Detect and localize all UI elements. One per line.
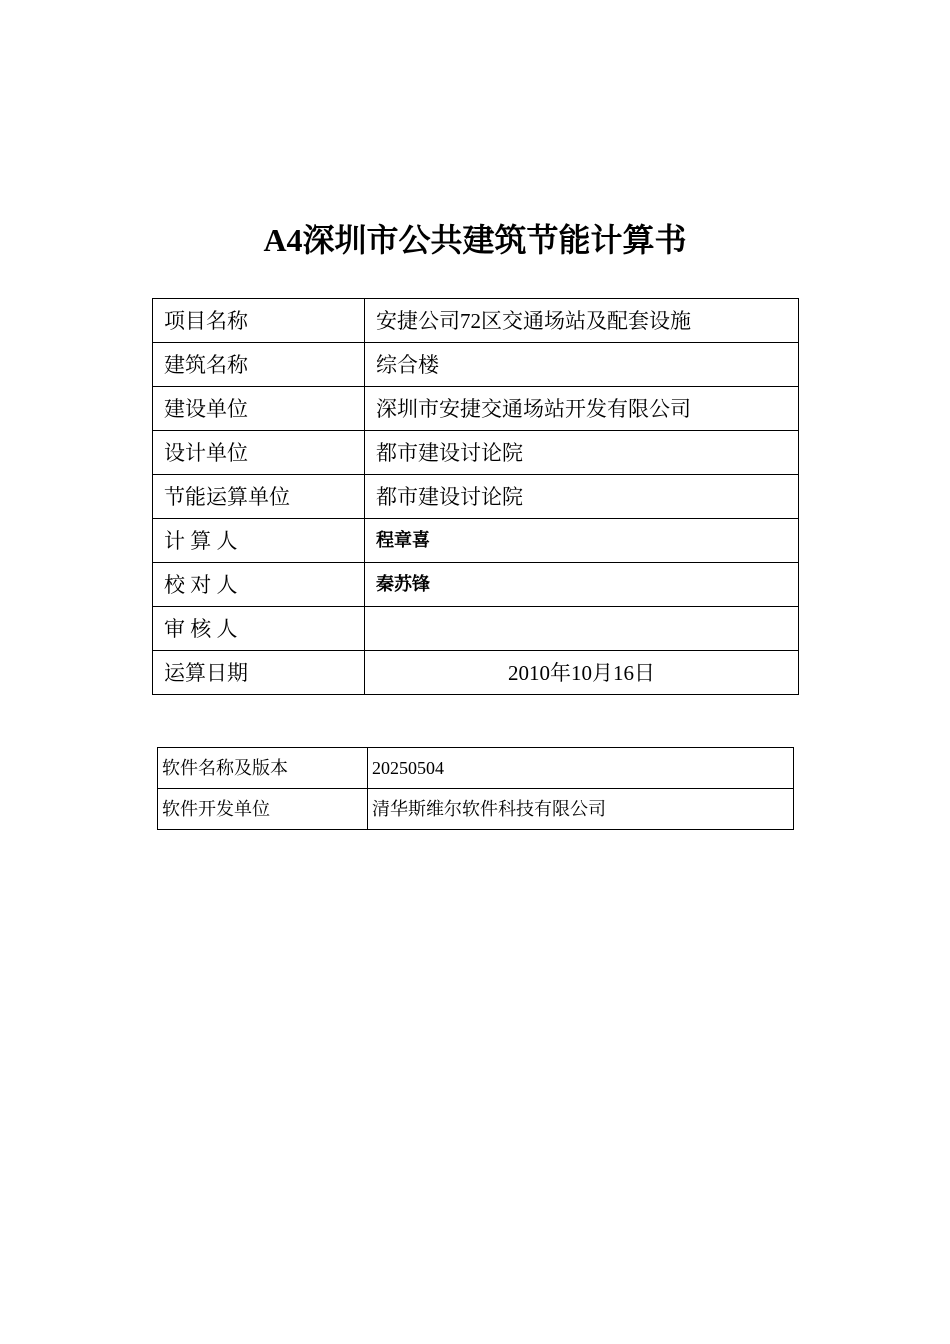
software-name-label: 软件名称及版本 (158, 748, 368, 789)
table-row (153, 387, 799, 431)
table-row (153, 563, 799, 607)
software-developer-value: 清华斯维尔软件科技有限公司 (368, 789, 794, 830)
project-info-table (152, 298, 799, 695)
table-row (153, 343, 799, 387)
calculation-unit-value: 都市建设讨论院 (365, 475, 799, 519)
table-row (153, 299, 799, 343)
design-unit-label: 设计单位 (153, 431, 365, 475)
calculation-unit-label: 节能运算单位 (153, 475, 365, 519)
calculator-label: 计 算 人 (153, 519, 365, 563)
software-name-value: 20250504 (368, 748, 794, 789)
table-row (158, 789, 794, 830)
table-row (153, 651, 799, 695)
building-name-label: 建筑名称 (153, 343, 365, 387)
document-title: A4深圳市公共建筑节能计算书 (263, 222, 687, 258)
calculation-date-label: 运算日期 (153, 651, 365, 695)
table-row (153, 519, 799, 563)
table-row (153, 431, 799, 475)
reviewer-value (365, 607, 799, 651)
table-row (158, 748, 794, 789)
table-row (153, 607, 799, 651)
proofreader-label: 校 对 人 (153, 563, 365, 607)
calculator-value: 程章喜 (365, 519, 799, 563)
project-name-value: 安捷公司72区交通场站及配套设施 (365, 299, 799, 343)
table-row (153, 475, 799, 519)
software-info-table (157, 747, 794, 830)
reviewer-label: 审 核 人 (153, 607, 365, 651)
construction-unit-value: 深圳市安捷交通场站开发有限公司 (365, 387, 799, 431)
design-unit-value: 都市建设讨论院 (365, 431, 799, 475)
calculation-date-value: 2010年10月16日 (365, 651, 799, 695)
software-developer-label: 软件开发单位 (158, 789, 368, 830)
project-name-label: 项目名称 (153, 299, 365, 343)
proofreader-value: 秦苏锋 (365, 563, 799, 607)
building-name-value: 综合楼 (365, 343, 799, 387)
construction-unit-label: 建设单位 (153, 387, 365, 431)
